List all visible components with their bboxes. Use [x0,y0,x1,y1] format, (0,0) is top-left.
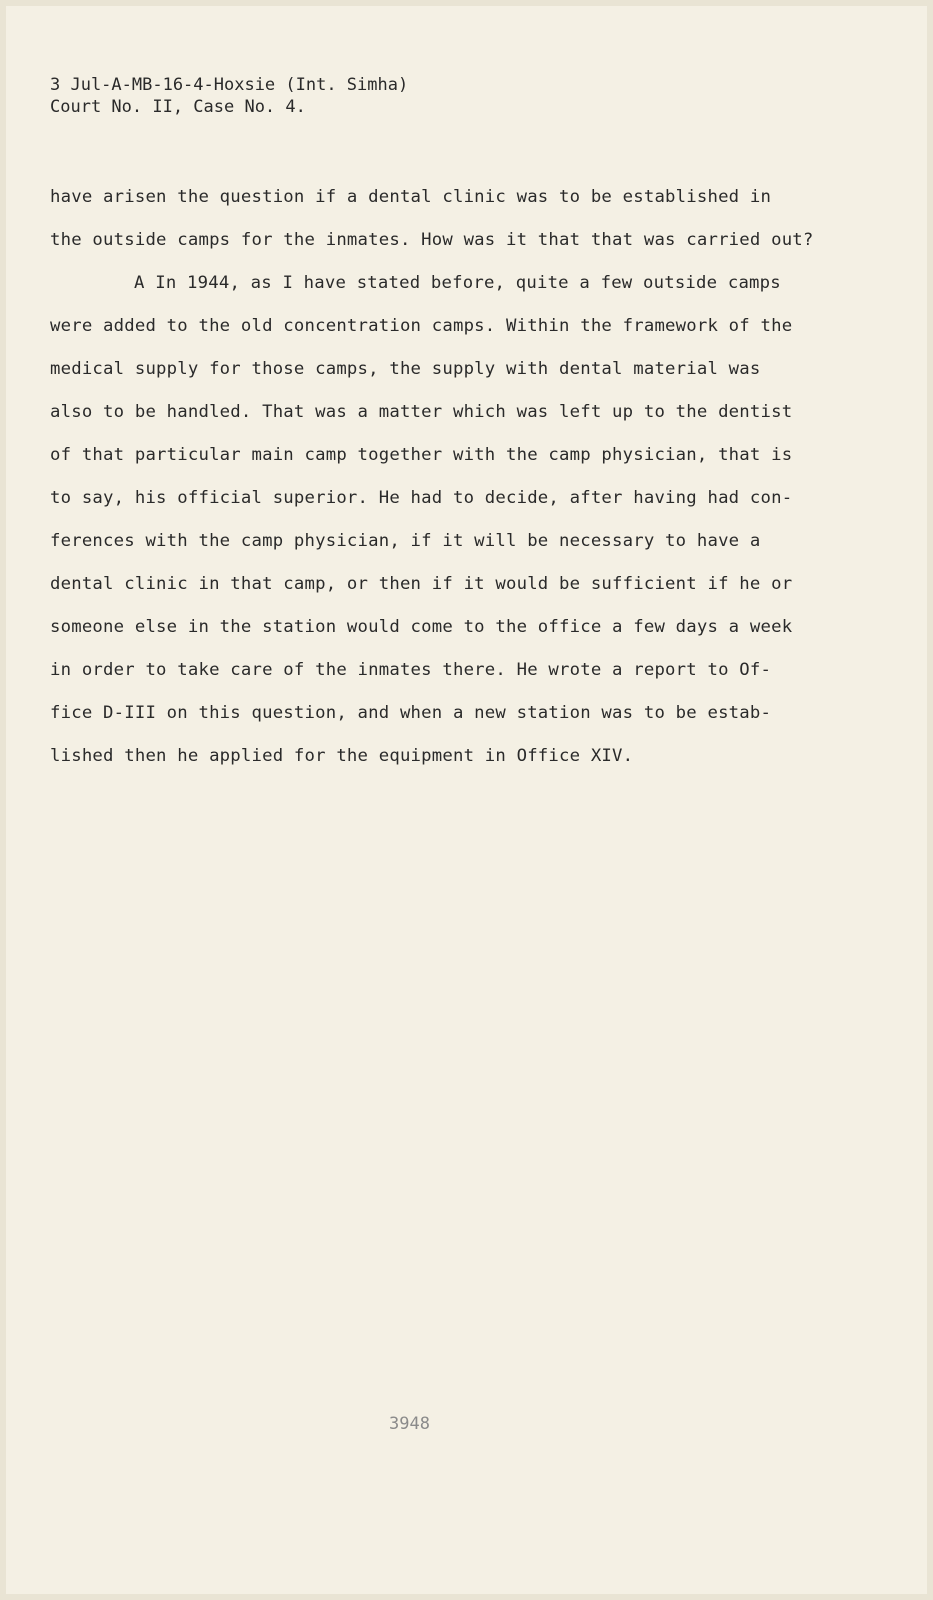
transcript-line: ferences with the camp physician, if it will be necessary to have a [50,531,761,551]
transcript-line: lished then he applied for the equipment in Office XIV. [50,746,634,766]
transcript-line: have arisen the question if a dental clinic was to be established in [50,187,772,207]
transcript-line: were added to the old concentration camps. Within the framework of the [50,316,793,336]
transcript-line: in order to take care of the inmates there. He wrote a report to Of- [50,660,772,680]
transcript-line: fice D-III on this question, and when a new station was to be estab- [50,703,772,723]
transcript-line: also to be handled. That was a matter which was left up to the dentist [50,402,793,422]
transcript-line: medical supply for those camps, the supply with dental material was [50,359,761,379]
header-court-case-line: Court No. II, Case No. 4. [50,97,306,117]
page-number: 3948 [389,1414,430,1434]
transcript-line: to say, his official superior. He had to decide, after having had con- [50,488,793,508]
transcript-line: the outside camps for the inmates. How was it that that was carried out? [50,230,814,250]
transcript-line: dental clinic in that camp, or then if it would be sufficient if he or [50,574,793,594]
header-reference-line: 3 Jul-A-MB-16-4-Hoxsie (Int. Simha) [50,75,409,95]
transcript-body [50,176,895,778]
transcript-line: of that particular main camp together with the camp physician, that is [50,445,793,465]
document-header [50,74,408,118]
transcript-answer-start: A In 1944, as I have stated before, quite a few outside camps [134,273,781,293]
transcript-line: someone else in the station would come to the office a few days a week [50,617,793,637]
